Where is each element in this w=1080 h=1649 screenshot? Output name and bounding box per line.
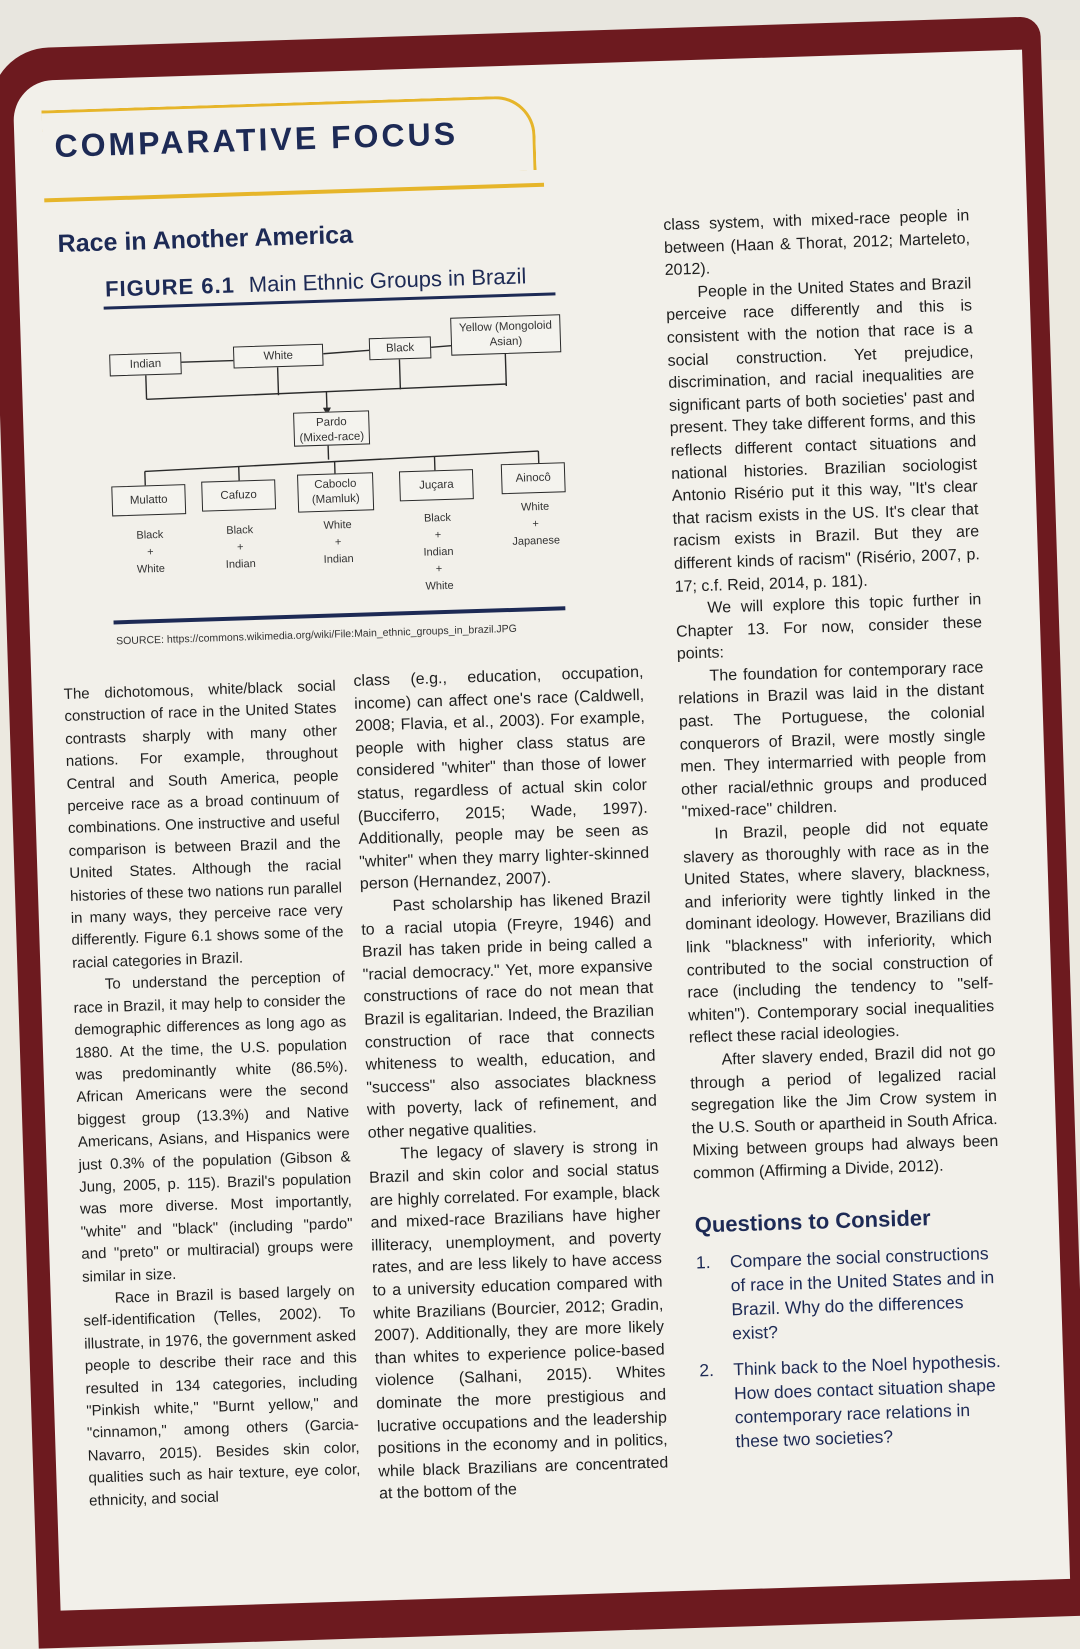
question-text: Think back to the Noel hypothesis. How does contact situation shape contemporary race relations in these two societies? bbox=[733, 1351, 1001, 1451]
subgroup-mulatto: Mulatto bbox=[111, 484, 186, 516]
question-item bbox=[696, 1241, 1005, 1347]
paragraph: The dichotomous, white/black social construction of race in the United States contrasts sharply with many other nations. For example, throughout Central and South America, people perceive race as a broad continuum of combinations. One instructive and useful comparison is between Brazil and the United States. Although the racial histories of these two nations run parallel in many ways, they perceive race very differently. Figure 6.1 shows some of the racial categories in Brazil. bbox=[63, 676, 344, 976]
paragraph: To understand the perception of race in Brazil, it may help to consider the demographic differences as long ago as 1880. At the time, the U.S. population was predominantly white (86.5%). African Americans were the second biggest group (13.3%) and Native Americans, Asians, and Hispanics were just 0.3% of the population (Gibson & Jung, 2005, p. 115). Brazil's population was more diverse. Most importantly, "white" and "black" (including "pardo" and "preto" or multiracial) groups were similar in size. bbox=[73, 967, 355, 1289]
cafuzo-components: Black + Indian bbox=[196, 521, 284, 575]
paragraph: Past scholarship has likened Brazil to a racial utopia (Freyre, 1946) and Brazil has taken pride in being called a "racial democracy." Yet, more expansive constructions of race do not mean that Brazil is egalitarian. Indeed, the Brazilian construction of race that connects whiteness to wealth, education, and "success" also associates blackness with poverty, lack of refinement, and other negative qualities. bbox=[360, 888, 658, 1146]
figure-source: SOURCE: https://commons.wikimedia.org/wiki/File:Main_ethnic_groups_in_brazil.JPG bbox=[116, 620, 576, 649]
subgroup-jucara: Juçara bbox=[399, 469, 474, 501]
subgroup-cafuzo: Cafuzo bbox=[201, 479, 276, 511]
column-1 bbox=[63, 676, 361, 1513]
question-item bbox=[699, 1349, 1008, 1455]
group-black: Black bbox=[369, 336, 432, 360]
page bbox=[13, 50, 1071, 1611]
paragraph: After slavery ended, Brazil did not go through a period of legalized racial segregation like the Jim Crow system in the U.S. South or apartheid in South Africa. Mixing between groups had always been common (Affirming a Divide, 2012). bbox=[689, 1041, 999, 1186]
figure-number: FIGURE 6.1 bbox=[105, 272, 236, 301]
group-yellow: Yellow (Mongoloid Asian) bbox=[450, 314, 561, 355]
jucara-components: Black + Indian + White bbox=[394, 509, 483, 597]
figure-title: Main Ethnic Groups in Brazil bbox=[248, 263, 526, 297]
mulatto-components: Black + White bbox=[107, 526, 195, 580]
question-number: 1. bbox=[696, 1250, 711, 1274]
questions-title: Questions to Consider bbox=[694, 1204, 1001, 1236]
group-indian: Indian bbox=[109, 352, 182, 376]
paragraph: We will explore this topic further in Chapter 13. For now, consider these points: bbox=[675, 589, 983, 666]
group-white: White bbox=[233, 344, 324, 369]
caboclo-components: White + Indian bbox=[294, 516, 382, 570]
paragraph: class (e.g., education, occupation, income) can affect one's race (Caldwell, 2008; Flavia, et al., 2003). For example, people with higher class status are considered "whiter" than those of lower status, regardless of actual skin color (Bucciferro, 2015; Wade, 1997). Additionally, people may be seen as "whiter" when they marry lighter-skinned person (Hernandez, 2007). bbox=[353, 662, 650, 897]
column-3 bbox=[663, 205, 1008, 1466]
section-label: COMPARATIVE FOCUS bbox=[54, 115, 459, 165]
ethnic-groups-diagram bbox=[104, 300, 569, 614]
ainoco-components: White + Japanese bbox=[492, 498, 580, 552]
column-2 bbox=[353, 662, 669, 1507]
paragraph: In Brazil, people did not equate slavery as thoroughly with race as in the United States, where slavery, blackness, and inferiority were tightly linked in the dominant ideology. However, Brazilians did link "blackness" with inferiority, which contributed to the social construction of race (including the tendency to "self-whiten"). Contemporary social inequalities reflect these racial ideologies. bbox=[682, 815, 995, 1050]
paragraph: The legacy of slavery is strong in Brazil and skin color and social status are highly correlated. For example, black and mixed-race Brazilians have higher illiteracy, unemployment, and poverty rates, and are less likely to have access to a university education compared with white Brazilians (Bourcier, 2012; Gradin, 2007). Additionally, they are more likely than whites to experience police-based violence (Salhani, 2015). Whites dominate the more prestigious and lucrative occupations and the leadership positions in the economy and in politics, while black Brazilians are concentrated at the bottom of the bbox=[368, 1136, 669, 1506]
questions-list bbox=[696, 1241, 1008, 1455]
paragraph: Race in Brazil is based largely on self-identification (Telles, 2002). To illustrate, in 1976, the government asked people to describe their race and this resulted in 134 categories, including "Pinkish white," "Burnt yellow," and "cinnamon," among others (Garcia-Navarro, 2015). Besides skin color, qualities such as hair texture, eye color, ethnicity, and social bbox=[82, 1280, 361, 1512]
article-title: Race in Another America bbox=[57, 221, 353, 259]
question-number: 2. bbox=[699, 1358, 714, 1382]
header-rule bbox=[44, 183, 544, 203]
paragraph: People in the United States and Brazil perceive race differently and this is consistent with the notion that race is a social construction. Yet prejudice, discrimination, and racial inequalities are significant parts of both societies' past and present. They take different forms, and this reflects different contact situations and national histories. Brazilian sociologist Antonio Risério put it this way, "It's clear that racism exists in the US. It's clear that racism exists in Brazil. But they are different kinds of racism" (Risério, 2007, p. 17; c.f. Reid, 2014, p. 181). bbox=[665, 273, 981, 599]
paragraph: The foundation for contemporary race relations in Brazil was laid in the distant past. The Portuguese, the colonial conquerors of Brazil, were mostly single men. They intermarried with people from other racial/ethnic groups and produced "mixed-race" children. bbox=[677, 657, 988, 825]
subgroup-ainoco: Ainocô bbox=[501, 462, 566, 494]
group-pardo: Pardo (Mixed-race) bbox=[293, 410, 370, 446]
paragraph: class system, with mixed-race people in between (Haan & Thorat, 2012; Marteleto, 2012). bbox=[663, 205, 971, 282]
question-text: Compare the social constructions of race in the United States and in Brazil. Why do the differences exist? bbox=[730, 1243, 995, 1343]
subgroup-caboclo: Caboclo (Mamluk) bbox=[297, 472, 374, 512]
